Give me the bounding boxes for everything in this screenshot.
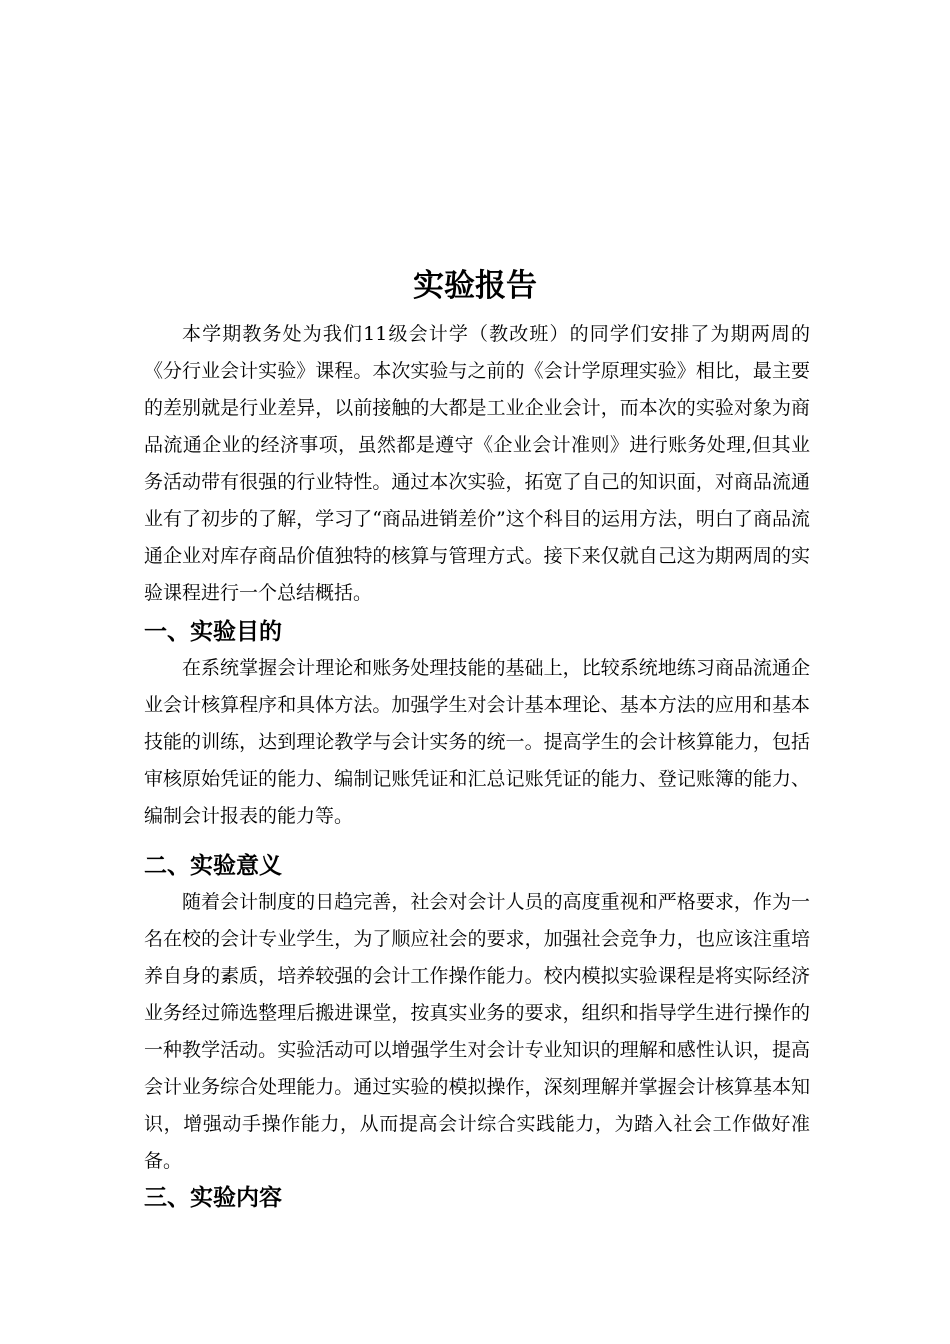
- section-heading-significance: 二、实验意义: [144, 853, 282, 879]
- section-body-purpose: 在系统掌握会计理论和账务处理技能的基础上，比较系统地练习商品流通企业会计核算程序和具体方法。加强学生对会计基本理论、基本方法的应用和基本技能的训练，达到理论教学与会计实务的统一。提高学生的会计核算能力，包括审核原始凭证的能力、编制记账凭证和汇总记账凭证的能力、登记账簿的能力、编制会计报表的能力等。: [144, 657, 810, 827]
- section-heading-purpose: 一、实验目的: [144, 619, 282, 645]
- section-heading-content: 三、实验内容: [144, 1185, 282, 1211]
- page-title: 实验报告: [413, 268, 537, 304]
- section-body-significance: 随着会计制度的日趋完善，社会对会计人员的高度重视和严格要求，作为一名在校的会计专业学生，为了顺应社会的要求，加强社会竞争力，也应该注重培养自身的素质，培养较强的会计工作操作能力。校内模拟实验课程是将实际经济业务经过筛选整理后搬进课堂，按真实业务的要求，组织和指导学生进行操作的一种教学活动。实验活动可以增强学生对会计专业知识的理解和感性认识，提高会计业务综合处理能力。通过实验的模拟操作，深刻理解并掌握会计核算基本知识，增强动手操作能力，从而提高会计综合实践能力，为踏入社会工作做好准备。: [144, 891, 810, 1172]
- intro-paragraph: 本学期教务处为我们11级会计学（教改班）的同学们安排了为期两周的《分行业会计实验》课程。本次实验与之前的《会计学原理实验》相比，最主要的差别就是行业差异，以前接触的大都是工业企业会计，而本次的实验对象为商品流通企业的经济事项，虽然都是遵守《企业会计准则》进行账务处理,但其业务活动带有很强的行业特性。通过本次实验，拓宽了自己的知识面，对商品流通业有了初步的了解，学习了“商品进销差价”这个科目的运用方法，明白了商品流通企业对库存商品价值独特的核算与管理方式。接下来仅就自己这为期两周的实验课程进行一个总结概括。: [144, 323, 810, 604]
